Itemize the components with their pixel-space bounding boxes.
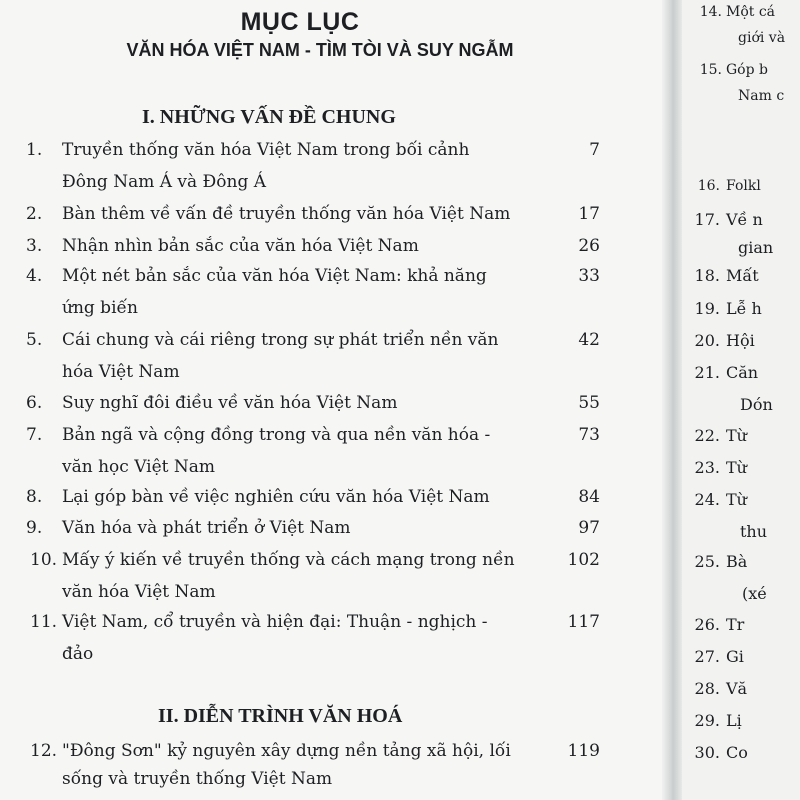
entry-number: 20.: [694, 331, 720, 350]
entry-title-line: Lễ h: [726, 299, 762, 318]
entry-number: 21.: [694, 363, 720, 382]
section-heading-1: I. NHỮNG VẤN ĐỀ CHUNG: [142, 106, 396, 128]
entry-page-number: 33: [578, 266, 600, 286]
entry-number: 30.: [694, 743, 720, 762]
entry-title-line: Căn: [726, 363, 759, 382]
entry-title-line: (xé: [742, 584, 767, 603]
entry-page-number: 55: [578, 393, 600, 413]
entry-title-line: Dón: [740, 395, 773, 414]
entry-page-number: 17: [578, 204, 600, 224]
entry-number: 16.: [697, 178, 720, 194]
entry-number: 19.: [694, 299, 720, 318]
book-gutter: [662, 0, 682, 800]
entry-page-number: 97: [578, 518, 600, 538]
entry-title-line: đảo: [62, 644, 94, 664]
entry-number: 17.: [694, 210, 720, 229]
book-subtitle: VĂN HÓA VIỆT NAM - TÌM TÒI VÀ SUY NGẪM: [126, 40, 514, 60]
entry-title-line: Bàn thêm về vấn đề truyền thống văn hóa Việt Nam: [62, 204, 511, 224]
entry-title-line: Từ: [726, 426, 747, 445]
entry-number: 28.: [694, 679, 720, 698]
entry-number: 4.: [26, 266, 43, 286]
entry-title-line: Hội: [726, 331, 755, 350]
entry-number: 15.: [699, 62, 722, 78]
entry-number: 3.: [26, 236, 43, 256]
entry-title-line: Đông Nam Á và Đông Á: [62, 172, 267, 192]
entry-number: 11.: [30, 612, 58, 632]
entry-title-line: Tr: [726, 615, 745, 634]
entry-title-line: Gi: [726, 647, 744, 666]
entry-title-line: Nhận nhìn bản sắc của văn hóa Việt Nam: [62, 236, 419, 256]
entry-number: 2.: [26, 204, 43, 224]
entry-number: 25.: [694, 552, 720, 571]
entry-page-number: 73: [578, 425, 600, 445]
entry-page-number: 84: [578, 487, 600, 507]
section-heading-2: II. DIỄN TRÌNH VĂN HOÁ: [158, 705, 403, 727]
entry-title-line: Lị: [726, 711, 742, 730]
entry-title-line: "Đông Sơn" kỷ nguyên xây dựng nền tảng xã hội, lối: [62, 741, 511, 761]
entry-title-line: Co: [726, 743, 748, 762]
entry-title-line: Văn hóa và phát triển ở Việt Nam: [62, 518, 351, 538]
entry-title-line: Suy nghĩ đôi điều về văn hóa Việt Nam: [62, 393, 398, 413]
entry-title-line: Cái chung và cái riêng trong sự phát triển nền văn: [62, 330, 499, 350]
entry-title-line: sống và truyền thống Việt Nam: [62, 769, 333, 789]
entry-number: 8.: [26, 487, 43, 507]
entry-title-line: thu: [740, 522, 768, 541]
entry-number: 1.: [26, 140, 43, 160]
entry-title-line: Lại góp bàn về việc nghiên cứu văn hóa Việt Nam: [62, 487, 490, 507]
entry-title-line: Từ: [726, 490, 747, 509]
entry-number: 24.: [694, 490, 720, 509]
page-title: MỤC LỤC: [240, 8, 360, 36]
entry-page-number: 117: [567, 612, 600, 632]
entry-title-line: Bà: [726, 552, 748, 571]
entry-title-line: Việt Nam, cổ truyền và hiện đại: Thuận - nghịch -: [62, 612, 488, 632]
entry-title-line: Góp b: [726, 62, 768, 78]
entry-number: 5.: [26, 330, 43, 350]
entry-title-line: gian: [738, 238, 774, 257]
entry-title-line: Từ: [726, 458, 747, 477]
entry-page-number: 119: [567, 741, 600, 761]
entry-title-line: Truyền thống văn hóa Việt Nam trong bối cảnh: [62, 140, 470, 160]
entry-number: 23.: [694, 458, 720, 477]
entry-title-line: Bản ngã và cộng đồng trong và qua nền văn hóa -: [62, 425, 491, 445]
entry-page-number: 26: [578, 236, 600, 256]
entry-number: 18.: [694, 266, 720, 285]
entry-title-line: Một cá: [726, 4, 776, 20]
entry-title-line: hóa Việt Nam: [62, 362, 180, 382]
entry-title-line: Vă: [726, 679, 748, 698]
entry-title-line: văn học Việt Nam: [62, 457, 216, 477]
entry-title-line: Mất: [726, 266, 759, 285]
entry-number: 27.: [694, 647, 720, 666]
entry-number: 6.: [26, 393, 43, 413]
entry-page-number: 7: [589, 140, 600, 160]
entry-number: 14.: [699, 4, 722, 20]
entry-title-line: Folkl: [726, 178, 761, 194]
entry-number: 9.: [26, 518, 43, 538]
entry-page-number: 42: [578, 330, 600, 350]
entry-number: 22.: [694, 426, 720, 445]
entry-title-line: Về n: [726, 210, 763, 229]
entry-title-line: Nam c: [738, 88, 785, 104]
right-page: [682, 0, 800, 800]
entry-number: 29.: [694, 711, 720, 730]
entry-title-line: Một nét bản sắc của văn hóa Việt Nam: khả năng: [62, 266, 487, 286]
entry-number: 26.: [694, 615, 720, 634]
entry-title-line: giới và: [738, 30, 786, 46]
entry-page-number: 102: [567, 550, 600, 570]
entry-title-line: Mấy ý kiến về truyền thống và cách mạng trong nền: [62, 550, 515, 570]
entry-title-line: văn hóa Việt Nam: [62, 582, 216, 602]
entry-title-line: ứng biến: [62, 298, 138, 318]
entry-number: 7.: [26, 425, 43, 445]
entry-number: 12.: [30, 741, 58, 761]
entry-number: 10.: [30, 550, 58, 570]
